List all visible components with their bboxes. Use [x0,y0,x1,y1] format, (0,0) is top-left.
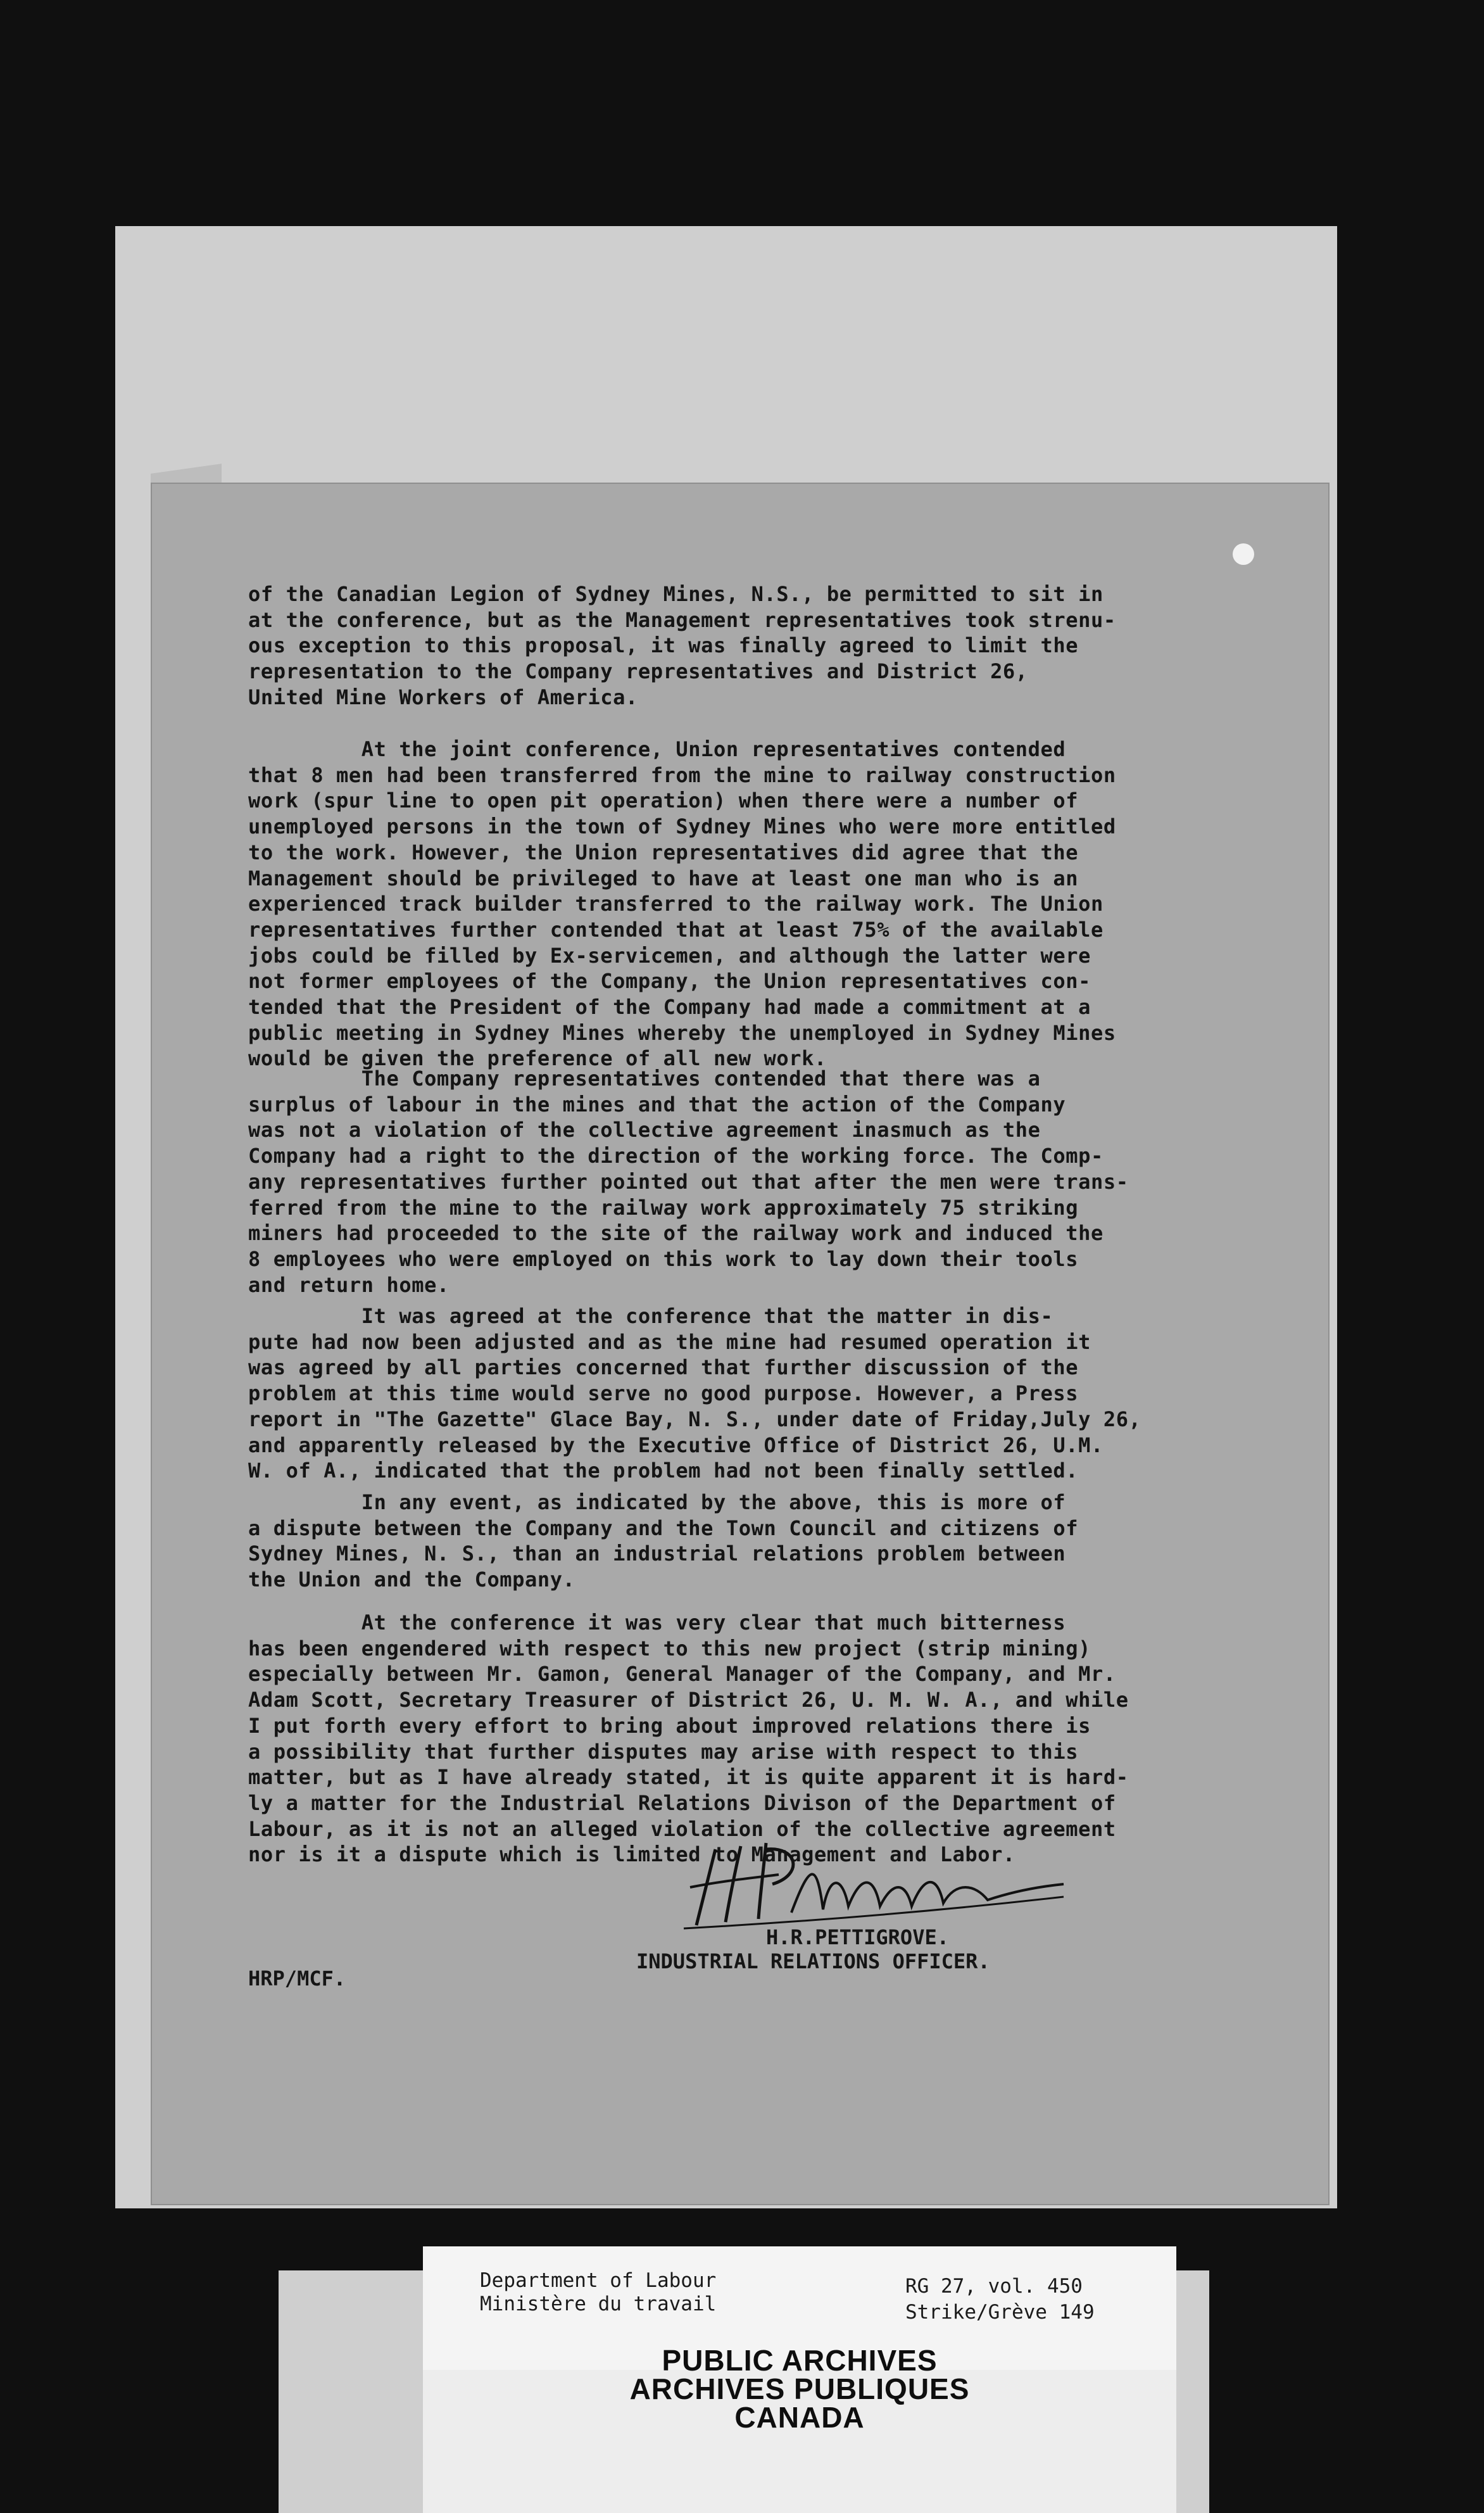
paragraph-legion-representation: of the Canadian Legion of Sydney Mines, N.S., be permitted to sit in at the conference, but as the Management representatives took strenu- ous exception to this proposal, it was finally agreed to limit the representation to the Company representatives and District 26, United Mine Workers of America. [248,582,1116,709]
stamp-public-archives: PUBLIC ARCHIVES [662,2344,938,2377]
signatory-title: INDUSTRIAL RELATIONS OFFICER. [636,1949,990,1973]
record-group-volume: RG 27, vol. 450 [905,2275,1083,2298]
strike-number: Strike/Grève 149 [905,2301,1095,2324]
typist-initials: HRP/MCF. [248,1966,346,1991]
paragraph-bitterness: At the conference it was very clear that much bitterness has been engendered with respect to this new project (strip mining) especially between Mr. Gamon, General Manager of the Company, and Mr. Adam Scott, Secretary Treasurer of District 26, U. M. W. A., and while I put forth every effort to bring about improved relations there is a possibility that further disputes may arise with respect to this matter, but as I have already stated, it is quite apparent it is hard- ly a matter for the Industrial Relations Divison of the Department of Labour, as it is not an alleged violation of the collective agreement nor is it a dispute which is limited to Management and Labor. [248,1611,1129,1867]
paragraph-union-contentions: At the joint conference, Union representatives contended that 8 men had been transferred from the mine to railway construction work (spur line to open pit operation) when there were a number of unemployed persons in the town of Sydney Mines who were more entitled to the work. However, the Union representatives did agree that the Management should be privileged to have at least one man who is an experienced track builder transferred to the railway work. The Union representatives further contended that at least 75% of the available jobs could be filled by Ex-servicemen, and although the latter were not former employees of the Company, the Union representatives con- tended that the President of the Company had made a commitment at a public meeting in Sydney Mines whereby the unemployed in Sydney Mines would be given the preference of all new work. [248,737,1116,1071]
paragraph-company-contentions: The Company representatives contended that there was a surplus of labour in the mines and that the action of the Company was not a violation of the collective agreement inasmuch as the Company had a right to the direction of the working force. The Comp- any representatives further pointed out that after the men were trans- ferred from the mine to the railway work approximately 75 striking miners had proceeded to the site of the railway work and induced the 8 employees who were employed on this work to lay down their tools and return home. [248,1067,1129,1297]
paragraph-town-dispute: In any event, as indicated by the above, this is more of a dispute between the Company and the Town Council and citizens of Sydney Mines, N. S., than an industrial relations problem between the Union and the Company. [248,1490,1079,1592]
punch-hole [1233,543,1254,565]
department-french: Ministère du travail [480,2293,717,2315]
signatory-name: H.R.PETTIGROVE. [766,1925,949,1949]
stamp-archives-publiques: ARCHIVES PUBLIQUES [629,2372,970,2405]
paragraph-agreement-and-press-report: It was agreed at the conference that the matter in dis- pute had now been adjusted and as the mine had resumed operation it was agreed by all parties concerned that further discussion of the problem at this time would serve no good purpose. However, a Press report in "The Gazette" Glace Bay, N. S., under date of Friday,July 26, and apparently released by the Executive Office of District 26, U.M. W. of A., indicated that the problem had not been finally settled. [248,1304,1141,1483]
department-english: Department of Labour [480,2269,717,2292]
stamp-canada: CANADA [734,2401,865,2434]
handwritten-signature [671,1837,1076,1932]
